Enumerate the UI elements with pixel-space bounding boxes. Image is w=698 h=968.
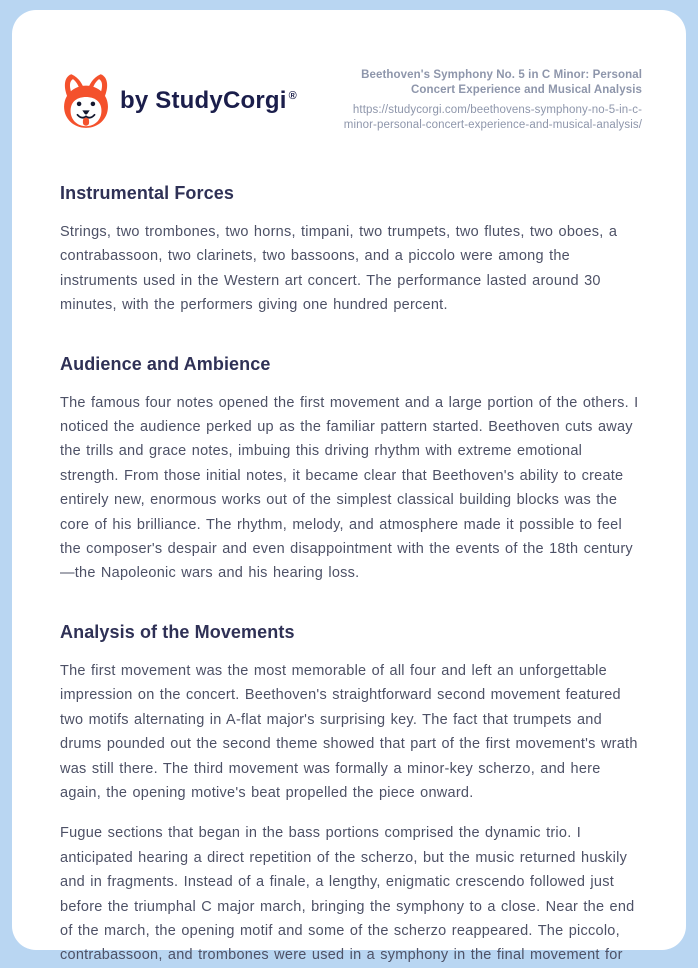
section-paragraph: The famous four notes opened the first movement and a large portion of the others. I noticed the audience perked up as the familiar pattern started. Beethoven cuts away the trills and grace notes, imbuing this driving rhythm with extreme emotional strength. From those initial notes, it became clear that Beethoven's ability to create entirely new, enormous works out of the simplest classical building blocks was the core of his brilliance. The rhythm, melody, and atmosphere made it possible to feel the composer's despair and even disappointment with the events of the 18th century—the Napoleonic wars and his hearing loss. [60,394,639,582]
section-paragraph: Fugue sections that began in the bass portions comprised the dynamic trio. I anticipated hearing a direct repetition of the scherzo, but the music returned huskily and in fragments. Instead of a finale, a lengthy, enigmatic crescendo followed just before the triumphal C major march, bringing the symphony to a close. Near the end of the march, the opening motif and some of the scherzo reappeared. The piccolo, contrabassoon, and trombones were used in a symphony in the final movement for [60,825,635,964]
brand-wordmark [120,87,297,115]
registered-trademark-symbol: ® [288,89,297,102]
document-title-line-2: Concert Experience and Musical Analysis [410,84,642,96]
studycorgi-brand [60,72,297,130]
section-instrumental-forces [60,183,642,318]
section-heading: Analysis of the Movements [60,621,295,642]
section-audience-and-ambience [60,354,642,586]
document-title-line-1: Beethoven's Symphony No. 5 in C Minor: Personal [361,69,642,81]
section-analysis-of-the-movements [60,622,642,968]
document-title [312,68,642,98]
brand-name: by StudyCorgi [120,86,287,114]
document-body [60,183,642,968]
section-heading: Audience and Ambience [60,353,271,374]
document-url [312,103,642,133]
document-header [60,68,642,133]
document-url-line-1: https://studycorgi.com/beethovens-symphony-no-5-in-c- [352,104,642,116]
corgi-logo-icon [60,72,112,130]
section-paragraph: Strings, two trombones, two horns, timpani, two trumpets, two flutes, two oboes, a contrabassoon, two clarinets, two bassoons, and a piccolo were among the instruments used in the Western art concert. The performance lasted around 30 minutes, with the performers giving one hundred percent. [60,224,618,314]
document-url-line-2: minor-personal-concert-experience-and-musical-analysis/ [343,119,642,131]
document-card [12,10,686,964]
section-paragraph: The first movement was the most memorable of all four and left an unforgettable impression on the concert. Beethoven's straightforward second movement featured two motifs alternating in A-flat major's surprising key. The fact that trumpets and drums pounded out the second theme showed that part of the first movement's wrath was still there. The third movement was formally a minor-key scherzo, and here again, the opening motive's beat propelled the piece onward. [60,662,638,801]
document-meta [312,68,642,133]
section-heading: Instrumental Forces [60,183,234,203]
